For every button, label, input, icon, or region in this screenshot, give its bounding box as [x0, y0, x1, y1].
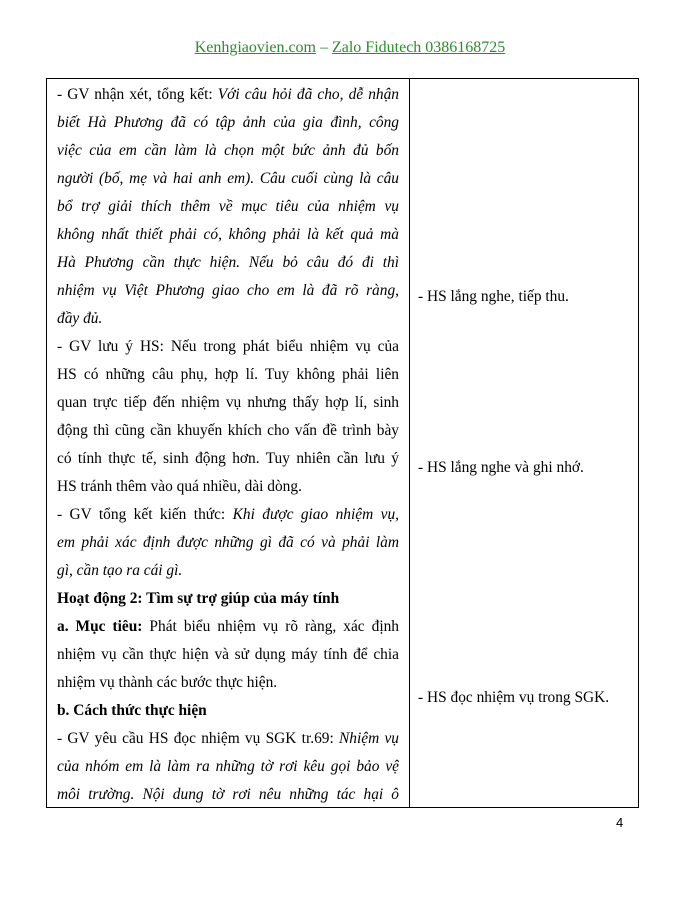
text-line: của nhóm em là làm ra những tờ rơi kêu gọi bảo vệ	[57, 758, 399, 775]
text-line: có tính thực tế, sinh động hơn. Tuy nhiên cần lưu ý	[57, 450, 399, 467]
text-line: quan trực tiếp đến nhiệm vụ nhưng thấy hợp lí, sinh	[57, 394, 399, 411]
text-line: - GV yêu cầu HS đọc nhiệm vụ SGK tr.69: Nhiệm vụ	[57, 730, 399, 747]
text-line: Hà Phương cần thực hiện. Nếu bỏ câu đó đi thì	[57, 254, 399, 271]
text-line: bổ trợ giải thích thêm về mục tiêu của nhiệm vụ	[57, 198, 399, 215]
text-line: - GV tổng kết kiến thức: Khi được giao nhiệm vụ,	[57, 506, 399, 523]
site-link[interactable]: Kenhgiaovien.com	[194, 39, 316, 56]
text-line: biết Hà Phương đã có tập ảnh của gia đình, công	[57, 114, 399, 131]
text-line: không nhất thiết phải có, không phải là kết quả mà	[57, 226, 399, 243]
text-line: việc của em cần làm là chọn một bức ảnh đủ bốn	[57, 142, 399, 159]
student-response: - HS lắng nghe, tiếp thu.	[418, 288, 569, 305]
text-line: em phải xác định được những gì đã có và phải làm	[57, 534, 399, 551]
text-line: nhiệm vụ cần thực hiện và sử dụng máy tính để chia	[57, 646, 399, 663]
text-line: - GV nhận xét, tổng kết: Với câu hỏi đã cho, dễ nhận	[57, 86, 399, 103]
student-response: - HS lắng nghe và ghi nhớ.	[418, 459, 584, 476]
header-separator: –	[315, 39, 332, 56]
text-line: - GV lưu ý HS: Nếu trong phát biểu nhiệm vụ của	[57, 338, 399, 355]
text-line: a. Mục tiêu: Phát biểu nhiệm vụ rõ ràng, xác định	[57, 618, 399, 635]
activity-heading: Hoạt động 2: Tìm sự trợ giúp của máy tính	[57, 590, 340, 607]
page-header	[0, 39, 700, 57]
text-line: gì, cần tạo ra cái gì.	[57, 562, 183, 579]
student-response: - HS đọc nhiệm vụ trong SGK.	[418, 689, 610, 706]
text-line: nhiệm vụ thành các bước thực hiện.	[57, 674, 278, 691]
text-line: HS tránh thêm vào quá nhiều, dài dòng.	[57, 478, 302, 495]
text-line: đầy đủ.	[57, 310, 103, 327]
teacher-activity-cell	[47, 79, 410, 808]
student-activity-cell	[410, 79, 639, 808]
contact-link[interactable]: Zalo Fidutech 0386168725	[331, 39, 506, 56]
text-line: nhiệm vụ Việt Phương giao cho em là đã rõ ràng,	[57, 282, 399, 299]
text-line: HS có những câu phụ, hợp lí. Tuy không phải liên	[57, 366, 399, 383]
text-line: môi trường. Nội dung tờ rơi nêu những tác hại ô	[57, 786, 399, 803]
page-number: 4	[616, 815, 624, 830]
lesson-table	[46, 78, 639, 808]
table-row	[47, 79, 639, 808]
method-heading: b. Cách thức thực hiện	[57, 702, 207, 719]
text-line: người (bố, mẹ và hai anh em). Câu cuối cùng là câu	[57, 170, 399, 187]
text-line: động thì cũng cần khuyến khích cho vấn đề trình bày	[57, 422, 399, 439]
